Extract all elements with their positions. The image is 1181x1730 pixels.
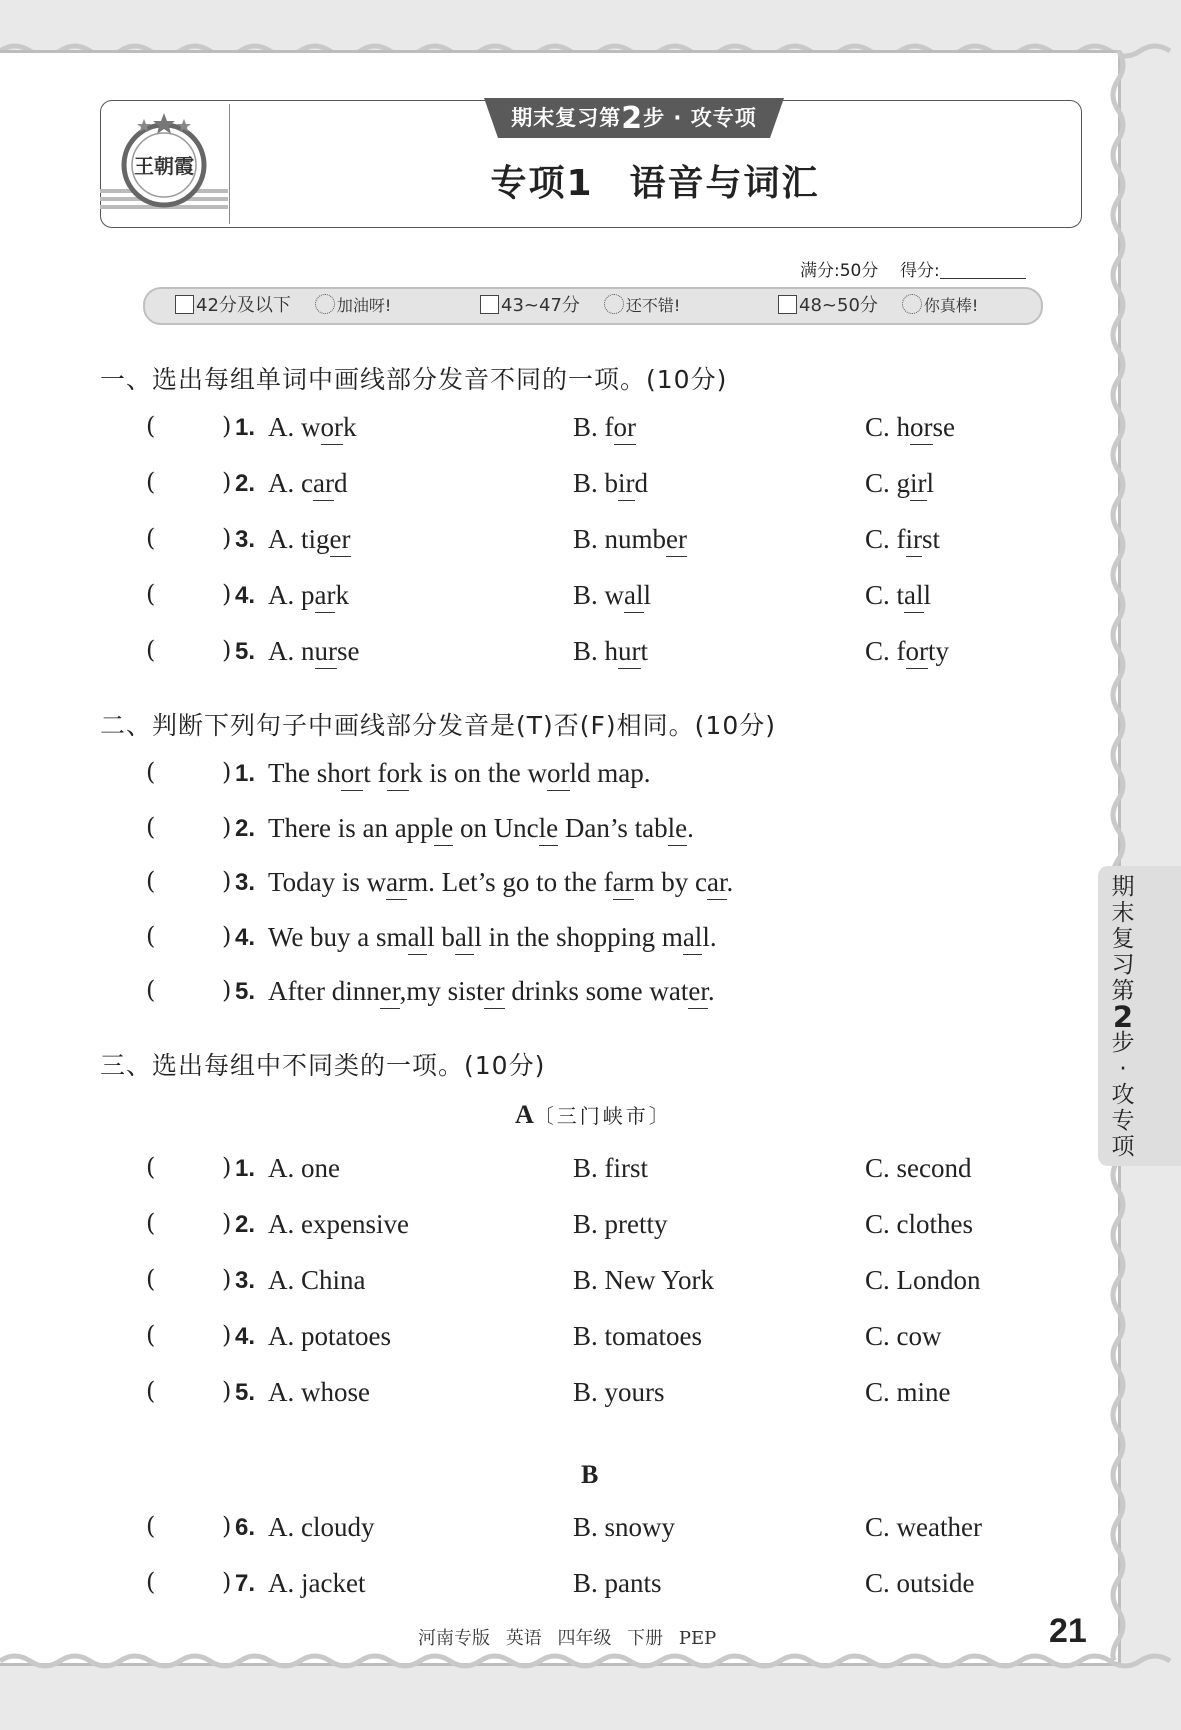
sentence xyxy=(268,813,694,844)
answer-paren-left[interactable]: ( xyxy=(146,524,156,552)
side-char: 步 xyxy=(1111,1030,1135,1056)
sentence-text: . xyxy=(687,812,694,843)
word-start: numb xyxy=(604,524,667,554)
banner-step-number: 2 xyxy=(621,101,644,136)
question-number: 6. xyxy=(235,1514,256,1541)
word-end: st xyxy=(922,524,941,554)
underlined-part: al xyxy=(624,580,644,613)
word-start: n xyxy=(301,636,315,666)
side-step-number: 2 xyxy=(1112,1000,1134,1034)
answer-paren-left[interactable]: ( xyxy=(146,1153,156,1181)
question-row xyxy=(0,1265,1118,1305)
underlined-part: er xyxy=(666,524,687,557)
rating-message: 加油呀! xyxy=(336,296,392,315)
sentence-text: l in the shopping m xyxy=(474,921,683,952)
side-char: 第 xyxy=(1111,978,1135,1004)
answer-paren-left[interactable]: ( xyxy=(146,1265,156,1293)
underlined-part: or xyxy=(906,636,929,669)
checkbox-icon[interactable] xyxy=(480,295,499,314)
sentence-text: We buy a sm xyxy=(268,921,408,952)
answer-paren-left[interactable]: ( xyxy=(146,758,156,786)
underlined-part: al xyxy=(683,922,703,955)
sentence-text: There is an app xyxy=(268,812,434,843)
underlined-part: or xyxy=(547,758,570,791)
banner-pre: 期末复习第 xyxy=(511,106,622,130)
answer-paren-left[interactable]: ( xyxy=(146,976,156,1004)
question-row xyxy=(0,636,1118,676)
option-b[interactable] xyxy=(573,636,648,667)
underlined-part: ar xyxy=(707,867,727,900)
answer-paren-right: ) xyxy=(222,1265,232,1293)
question-row xyxy=(0,1153,1118,1193)
option-c[interactable]: C. London xyxy=(865,1265,981,1295)
answer-paren-right: ) xyxy=(222,1568,232,1596)
option-b[interactable]: B. New York xyxy=(573,1265,715,1295)
word-start: g xyxy=(896,468,911,498)
option-prefix: B. xyxy=(573,580,605,610)
underlined-part: or xyxy=(321,412,344,445)
answer-paren-left[interactable]: ( xyxy=(146,1512,156,1540)
sentence-text: drinks some wat xyxy=(504,976,689,1006)
question-number: 3. xyxy=(235,1267,256,1294)
word-start: w xyxy=(604,580,625,610)
option-c[interactable]: C. clothes xyxy=(865,1209,973,1239)
option-b[interactable]: B. tomatoes xyxy=(573,1321,702,1351)
answer-paren-left[interactable]: ( xyxy=(146,468,156,496)
option-a[interactable] xyxy=(268,412,357,443)
banner-post: 步 · 攻专项 xyxy=(643,106,757,130)
question-number: 2. xyxy=(235,1211,256,1238)
underlined-part: ar xyxy=(613,867,634,900)
stage-banner xyxy=(484,98,784,138)
answer-paren-right: ) xyxy=(222,758,232,786)
sentence-text: . xyxy=(726,867,734,897)
sentence-text: The sh xyxy=(268,758,341,788)
option-prefix: B. xyxy=(573,468,605,498)
answer-paren-right: ) xyxy=(222,812,232,841)
checkbox-icon[interactable] xyxy=(778,295,797,314)
question-row xyxy=(0,1209,1118,1249)
question-row xyxy=(0,922,1118,962)
option-a[interactable]: A. one xyxy=(268,1153,340,1183)
wavy-right-border xyxy=(1105,50,1131,1660)
answer-paren-left[interactable]: ( xyxy=(146,412,156,440)
question-number: 3. xyxy=(235,526,256,553)
option-b[interactable] xyxy=(573,580,651,611)
sentence xyxy=(268,922,717,953)
score-line xyxy=(800,256,1026,281)
word-end: ty xyxy=(928,636,950,666)
word-start: h xyxy=(896,412,911,442)
wavy-bottom-border xyxy=(0,1648,1181,1674)
sentence-text: Dan’s tab xyxy=(558,812,668,843)
option-a[interactable] xyxy=(268,468,347,499)
option-b[interactable]: B. pants xyxy=(573,1568,662,1598)
question-number: 1. xyxy=(235,414,256,441)
option-prefix: B. xyxy=(573,412,605,442)
option-prefix: B. xyxy=(573,524,605,554)
footer-edition: 河南专版 英语 四年级 下册 PEP xyxy=(418,1628,717,1649)
word-end: d xyxy=(333,468,348,498)
underlined-part: le xyxy=(668,813,688,846)
answer-paren-right: ) xyxy=(222,1321,232,1349)
option-a[interactable] xyxy=(268,580,349,611)
option-a[interactable] xyxy=(268,524,351,555)
question-row xyxy=(0,867,1118,907)
rating-message: 还不错! xyxy=(625,296,681,315)
word-start: b xyxy=(604,468,619,498)
question-number: 7. xyxy=(235,1570,256,1597)
underlined-part: le xyxy=(434,813,454,846)
smiley-icon xyxy=(315,294,335,314)
side-char: 末 xyxy=(1111,900,1135,926)
answer-paren-right: ) xyxy=(222,1209,232,1237)
question-number: 4. xyxy=(235,1323,256,1350)
underlined-part: al xyxy=(408,922,428,955)
option-prefix: C. xyxy=(865,524,897,554)
answer-paren-right: ) xyxy=(222,1377,232,1405)
word-end: l xyxy=(926,468,935,498)
rating-range: 42分及以下 xyxy=(196,295,291,316)
option-a[interactable]: A. cloudy xyxy=(268,1512,375,1542)
question-number: 5. xyxy=(235,1379,256,1406)
score-blank[interactable] xyxy=(940,278,1026,279)
question-row xyxy=(0,524,1118,564)
option-prefix: B. xyxy=(573,636,605,666)
question-number: 2. xyxy=(235,814,256,842)
option-prefix: C. xyxy=(865,412,897,442)
page-title xyxy=(230,155,1080,206)
underlined-part: ir xyxy=(906,524,923,557)
answer-paren-left[interactable]: ( xyxy=(146,636,156,664)
word-end: k xyxy=(335,580,349,610)
answer-paren-left[interactable]: ( xyxy=(146,1568,156,1596)
option-prefix: C. xyxy=(865,468,897,498)
title-part1: 专项1 xyxy=(490,163,594,204)
option-a[interactable] xyxy=(268,636,360,667)
publisher-logo xyxy=(100,103,228,225)
question-number: 4. xyxy=(235,582,256,609)
option-c[interactable]: C. second xyxy=(865,1153,972,1183)
underlined-part: ur xyxy=(618,636,641,669)
side-char: 习 xyxy=(1111,952,1135,978)
sentence-text: . xyxy=(707,976,715,1006)
answer-paren-right: ) xyxy=(222,976,232,1004)
underlined-part: or xyxy=(341,758,364,791)
option-b[interactable] xyxy=(573,412,636,443)
sentence-text: f xyxy=(377,758,387,788)
answer-paren-right: ) xyxy=(222,412,232,440)
section2-heading: 二、判断下列句子中画线部分发音是(T)否(F)相同。(10分) xyxy=(100,711,776,740)
option-prefix: A. xyxy=(268,412,301,442)
group-a-label xyxy=(515,1100,672,1130)
underlined-part: ir xyxy=(910,468,927,501)
underlined-part: ar xyxy=(313,468,334,501)
side-tab-text xyxy=(1110,874,1136,1160)
option-b[interactable]: B. first xyxy=(573,1153,649,1183)
underlined-part: or xyxy=(387,758,410,791)
question-row xyxy=(0,813,1118,853)
got-score-label: 得分: xyxy=(899,261,940,281)
underlined-part: er xyxy=(330,524,351,557)
side-char: 复 xyxy=(1111,926,1135,952)
checkbox-icon[interactable] xyxy=(175,295,194,314)
question-number: 3. xyxy=(235,869,256,896)
group-b-label: B xyxy=(581,1460,599,1489)
underlined-part: er xyxy=(688,976,708,1009)
option-c[interactable] xyxy=(865,580,931,611)
sentence-text: m. Let’s go to the f xyxy=(407,867,613,897)
title-part2: 语音与词汇 xyxy=(629,163,820,204)
word-start: f xyxy=(896,636,906,666)
logo-text: 王朝霞 xyxy=(134,154,194,178)
underlined-part: er xyxy=(380,976,400,1009)
question-number: 1. xyxy=(235,1155,256,1182)
underlined-part: er xyxy=(484,976,505,1009)
word-start: p xyxy=(301,580,315,610)
option-prefix: C. xyxy=(865,636,897,666)
rating-option-3[interactable] xyxy=(778,289,978,323)
underlined-part: or xyxy=(614,412,637,445)
option-a[interactable]: A. expensive xyxy=(268,1209,409,1239)
answer-paren-left[interactable]: ( xyxy=(146,812,156,841)
option-b[interactable] xyxy=(573,524,687,555)
word-start: tig xyxy=(301,524,330,554)
question-row xyxy=(0,1568,1118,1608)
word-end: se xyxy=(932,412,956,442)
rating-option-2[interactable] xyxy=(480,289,680,323)
sentence-text: m by c xyxy=(633,867,708,897)
sentence-text: on Unc xyxy=(453,812,539,843)
option-prefix: A. xyxy=(268,580,301,610)
question-number: 1. xyxy=(235,760,256,787)
option-c[interactable]: C. outside xyxy=(865,1568,975,1598)
word-start: t xyxy=(896,580,905,610)
sentence xyxy=(268,867,733,898)
question-row xyxy=(0,1321,1118,1361)
option-c[interactable]: C. cow xyxy=(865,1321,942,1351)
answer-paren-left[interactable]: ( xyxy=(146,1209,156,1237)
underlined-part: ar xyxy=(315,580,336,613)
side-char: 期 xyxy=(1111,874,1135,900)
question-row xyxy=(0,412,1118,452)
question-row xyxy=(0,976,1118,1016)
side-char: 专 xyxy=(1111,1108,1135,1134)
word-start: c xyxy=(301,468,313,498)
self-rating-bar xyxy=(143,287,1043,325)
word-end: t xyxy=(640,636,649,666)
answer-paren-left[interactable]: ( xyxy=(146,580,156,608)
option-prefix: C. xyxy=(865,580,897,610)
question-number: 5. xyxy=(235,638,256,665)
answer-paren-left[interactable]: ( xyxy=(146,867,156,895)
underlined-part: al xyxy=(455,922,475,955)
rating-range: 43~47分 xyxy=(501,295,580,316)
option-b[interactable] xyxy=(573,468,648,499)
option-a[interactable]: A. whose xyxy=(268,1377,370,1407)
word-start: h xyxy=(604,636,619,666)
answer-paren-left[interactable]: ( xyxy=(146,1377,156,1405)
word-end: se xyxy=(337,636,360,666)
sentence xyxy=(268,758,651,789)
sentence-text: ld map. xyxy=(569,758,651,788)
section3-heading: 三、选出每组中不同类的一项。(10分) xyxy=(100,1051,546,1080)
question-number: 5. xyxy=(235,978,256,1005)
answer-paren-right: ) xyxy=(222,921,232,950)
question-row xyxy=(0,580,1118,620)
sentence-text: l. xyxy=(702,921,717,952)
question-row xyxy=(0,468,1118,508)
option-a[interactable]: A. potatoes xyxy=(268,1321,391,1351)
answer-paren-right: ) xyxy=(222,1512,232,1540)
smiley-icon xyxy=(604,294,624,314)
side-char: 项 xyxy=(1111,1134,1135,1160)
word-end: d xyxy=(634,468,649,498)
question-row xyxy=(0,1512,1118,1552)
answer-paren-right: ) xyxy=(222,580,232,608)
option-prefix: A. xyxy=(268,524,301,554)
answer-paren-right: ) xyxy=(222,468,232,496)
word-end: k xyxy=(343,412,357,442)
option-c[interactable] xyxy=(865,468,934,499)
option-c[interactable]: C. weather xyxy=(865,1512,982,1542)
sentence xyxy=(268,976,715,1007)
smiley-icon xyxy=(902,294,922,314)
option-c[interactable] xyxy=(865,412,955,443)
sentence-text: Today is w xyxy=(268,867,387,897)
underlined-part: le xyxy=(539,813,559,846)
option-b[interactable]: B. snowy xyxy=(573,1512,676,1542)
page-number: 21 xyxy=(1049,1612,1087,1650)
section1-heading: 一、选出每组单词中画线部分发音不同的一项。(10分) xyxy=(100,365,728,394)
answer-paren-left[interactable]: ( xyxy=(146,1321,156,1349)
answer-paren-left[interactable]: ( xyxy=(146,921,156,950)
underlined-part: ar xyxy=(386,867,407,900)
underlined-part: al xyxy=(904,580,924,613)
option-a[interactable]: A. China xyxy=(268,1265,366,1295)
sentence-text: After dinn xyxy=(268,976,380,1006)
word-end: l xyxy=(643,580,652,610)
underlined-part: or xyxy=(910,412,933,445)
rating-option-1[interactable] xyxy=(175,289,391,323)
question-row xyxy=(0,758,1118,798)
sentence-text: ,my sist xyxy=(399,976,484,1006)
answer-paren-right: ) xyxy=(222,524,232,552)
word-start: w xyxy=(301,412,321,442)
underlined-part: ir xyxy=(618,468,635,501)
question-number: 2. xyxy=(235,470,256,497)
option-prefix: A. xyxy=(268,468,301,498)
word-start: f xyxy=(896,524,906,554)
option-a[interactable]: A. jacket xyxy=(268,1568,366,1598)
group-a-note: 〔三门峡市〕 xyxy=(533,1104,672,1128)
option-b[interactable]: B. pretty xyxy=(573,1209,668,1239)
option-b[interactable]: B. yours xyxy=(573,1377,665,1407)
option-c[interactable]: C. mine xyxy=(865,1377,951,1407)
option-c[interactable] xyxy=(865,524,940,555)
option-c[interactable] xyxy=(865,636,949,667)
rating-range: 48~50分 xyxy=(799,295,878,316)
answer-paren-right: ) xyxy=(222,1153,232,1181)
answer-paren-right: ) xyxy=(222,636,232,664)
rating-message: 你真棒! xyxy=(923,296,979,315)
sentence-text: l b xyxy=(427,921,455,952)
word-start: f xyxy=(604,412,614,442)
answer-paren-right: ) xyxy=(222,867,232,895)
side-char: 攻 xyxy=(1111,1082,1135,1108)
side-char: · xyxy=(1119,1056,1127,1082)
full-score-label: 满分:50分 xyxy=(800,261,879,281)
sentence-text: t xyxy=(363,758,378,788)
question-row xyxy=(0,1377,1118,1417)
underlined-part: ur xyxy=(315,636,338,669)
group-a-letter: A xyxy=(515,1100,534,1129)
question-number: 4. xyxy=(235,923,256,951)
word-end: l xyxy=(923,580,932,610)
sentence-text: k is on the w xyxy=(409,758,547,788)
option-prefix: A. xyxy=(268,636,301,666)
